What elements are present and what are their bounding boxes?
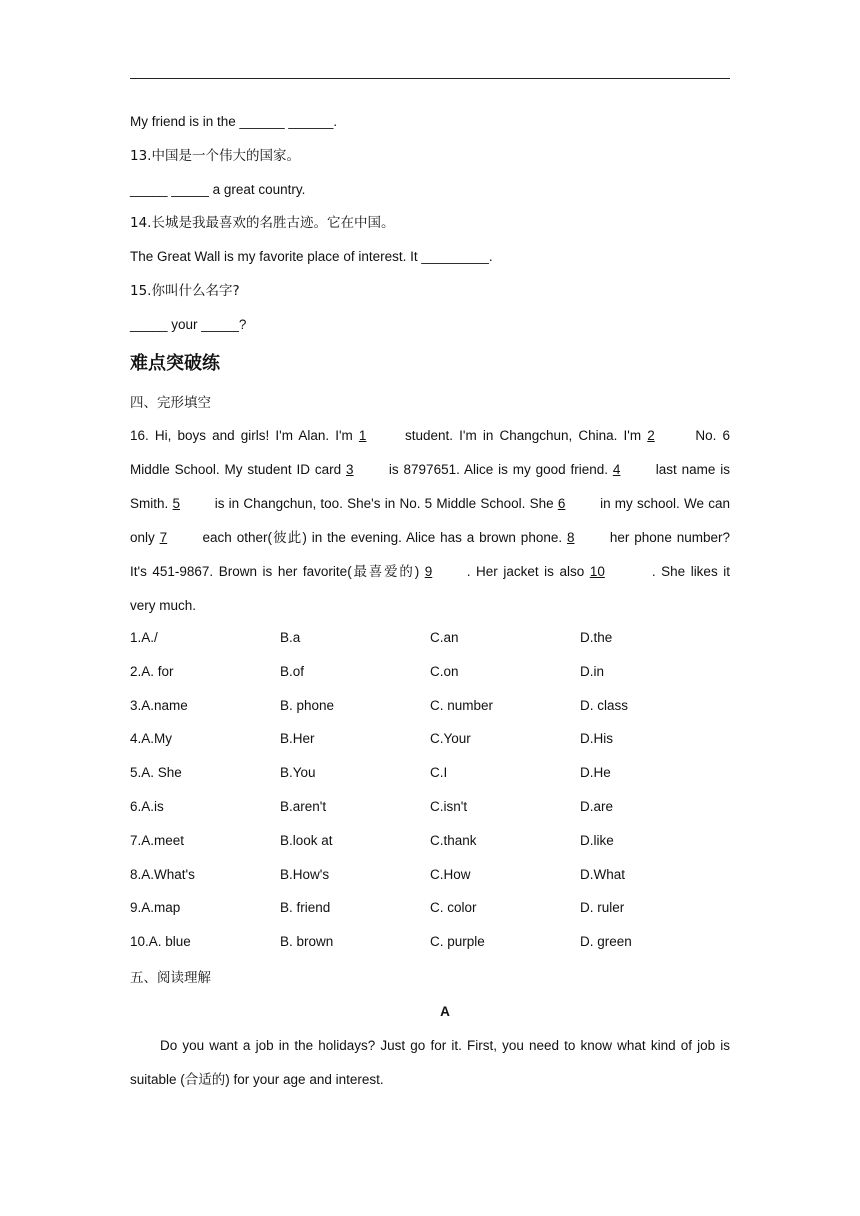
option-b: B.Her (280, 731, 315, 747)
option-row (130, 867, 730, 887)
option-row (130, 698, 730, 718)
option-a: 8.A.What's (130, 866, 195, 882)
passage-text: only (130, 530, 160, 545)
option-d: D.He (580, 765, 611, 781)
passage-text: in my school. We can (595, 496, 730, 511)
option-row (130, 900, 730, 920)
option-row (130, 934, 730, 954)
option-c: C.I (430, 765, 448, 781)
option-d: D. class (580, 697, 629, 713)
header-rule (130, 78, 730, 79)
option-a: 3.A.name (130, 697, 188, 713)
option-a: 1.A./ (130, 630, 158, 645)
option-a: 5.A. She (130, 765, 182, 781)
option-b: B.a (280, 630, 301, 645)
option-c: C.Your (430, 731, 471, 747)
option-c: C. purple (430, 934, 485, 950)
cloze-blank-4: 4 (612, 462, 621, 477)
section-heading: 难点突破练 (130, 353, 220, 374)
option-row (130, 799, 730, 819)
option-row (130, 731, 730, 751)
passage-text: student. I'm in Changchun, China. I'm (398, 428, 648, 443)
option-row (130, 765, 730, 785)
cloze-blank-7: 7 (159, 530, 168, 545)
cloze-blank-2: 2 (647, 428, 655, 443)
part-5-title: 五、阅读理解 (130, 970, 211, 986)
option-c: C. number (430, 697, 494, 713)
option-b: B.aren't (280, 799, 327, 814)
option-c: C.on (430, 663, 459, 679)
passage-text: is in Changchun, too. She's in No. 5 Middle School. She (210, 496, 558, 511)
question-13-english: _____ _____ a great country. (130, 182, 306, 197)
question-14-english: The Great Wall is my favorite place of interest. It _________. (130, 249, 493, 264)
option-d: D.What (580, 866, 626, 882)
passage-row (130, 487, 730, 521)
article-label: A (440, 1004, 450, 1019)
question-15-chinese: 15.你叫什么名字? (130, 283, 240, 299)
cloze-blank-3: 3 (346, 462, 354, 477)
passage-row (130, 555, 730, 589)
question-15-english: _____ your _____? (130, 317, 247, 332)
option-b: B.of (280, 663, 305, 679)
option-b: B. phone (280, 697, 335, 713)
option-row (130, 833, 730, 853)
option-d: D.the (580, 630, 613, 645)
passage-text: very much. (130, 598, 197, 613)
cloze-passage (130, 419, 730, 623)
option-a: 9.A.map (130, 900, 181, 916)
option-d: D.in (580, 663, 605, 679)
part-4-title: 四、完形填空 (130, 395, 211, 411)
passage-text: No. 6 (689, 428, 730, 443)
passage-text: Smith. (130, 496, 173, 511)
option-b: B. friend (280, 900, 331, 916)
passage-text: It's 451-9867. Brown is her favorite(最喜爱的) (130, 564, 425, 579)
cloze-blank-9: 9 (424, 564, 433, 579)
option-a: 4.A.My (130, 731, 173, 747)
option-d: D.like (580, 832, 614, 848)
option-b: B.How's (280, 866, 330, 882)
option-b: B.You (280, 765, 316, 781)
option-a: 2.A. for (130, 663, 174, 679)
option-c: C. color (430, 900, 477, 916)
cloze-blank-10: 10 (589, 564, 605, 579)
question-14-chinese: 14.长城是我最喜欢的名胜古迹。它在中国。 (130, 215, 395, 231)
option-d: D.His (580, 731, 613, 747)
option-row (130, 630, 730, 650)
passage-row (130, 589, 730, 623)
option-c: C.isn't (430, 799, 468, 814)
reading-paragraph-line-2: suitable (合适的) for your age and interest. (130, 1072, 384, 1087)
passage-text: . Her jacket is also (466, 564, 590, 579)
reading-paragraph-line-1: Do you want a job in the holidays? Just go for it. First, you need to know what kind of job is (160, 1038, 730, 1053)
passage-text: 16. Hi, boys and girls! I'm Alan. I'm (130, 428, 359, 443)
passage-text: her phone number? (605, 530, 730, 545)
passage-row (130, 453, 730, 487)
option-b: B. brown (280, 934, 334, 950)
option-a: 6.A.is (130, 799, 164, 814)
passage-text: is 8797651. Alice is my good friend. (384, 462, 613, 477)
cloze-blank-1: 1 (358, 428, 367, 443)
option-a: 7.A.meet (130, 832, 185, 848)
cloze-blank-6: 6 (557, 496, 566, 511)
passage-row (130, 419, 730, 453)
passage-row (130, 521, 730, 555)
option-d: D. green (580, 934, 632, 950)
cloze-blank-8: 8 (567, 530, 575, 545)
option-c: C.thank (430, 832, 477, 848)
cloze-blank-5: 5 (172, 496, 180, 511)
option-a: 10.A. blue (130, 934, 191, 950)
passage-text: each other(彼此) in the evening. Alice has a brown phone. (197, 530, 567, 545)
passage-text: last name is (650, 462, 730, 477)
option-row (130, 664, 730, 684)
passage-text: . She likes it (651, 564, 730, 579)
option-d: D.are (580, 799, 614, 814)
option-d: D. ruler (580, 900, 625, 916)
option-c: C.an (430, 630, 459, 645)
option-b: B.look at (280, 832, 333, 848)
passage-text: Middle School. My student ID card (130, 462, 347, 477)
question-13-chinese: 13.中国是一个伟大的国家。 (130, 148, 300, 164)
option-c: C.How (430, 866, 471, 882)
friend-line: My friend is in the ______ ______. (130, 114, 338, 129)
